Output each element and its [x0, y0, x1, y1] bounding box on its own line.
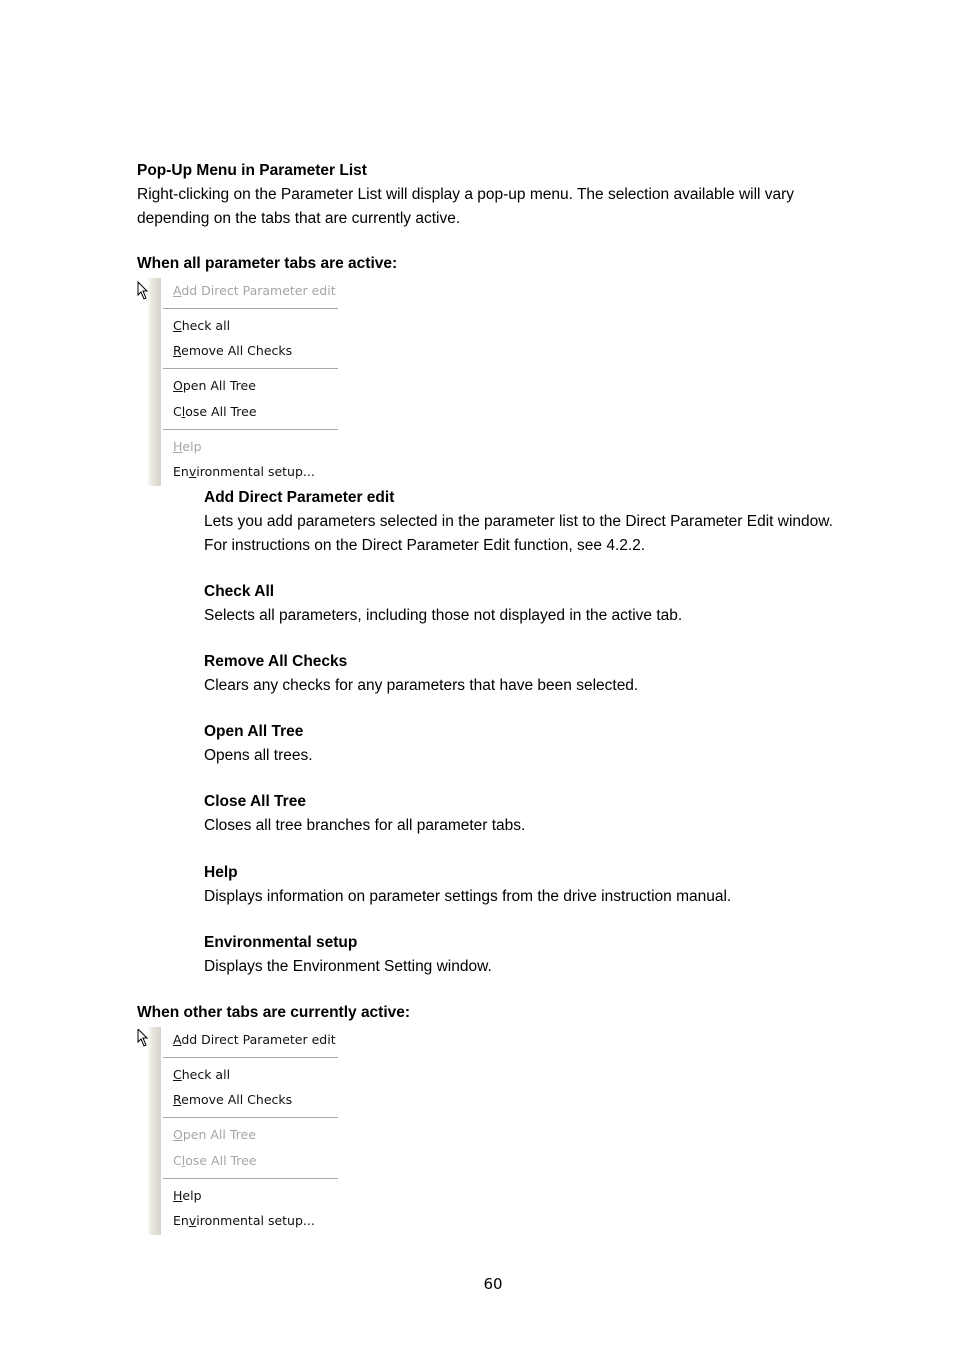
- menu-item-open-all-tree[interactable]: Open All Tree: [173, 1127, 256, 1142]
- menu-item-open-all-tree[interactable]: Open All Tree: [173, 378, 256, 393]
- desc-body-environmental-setup: Displays the Environment Setting window.: [204, 958, 492, 975]
- desc-title-add-direct-parameter-edit: Add Direct Parameter edit: [204, 489, 395, 506]
- desc-body-check-all: Selects all parameters, including those not displayed in the active tab.: [204, 607, 683, 624]
- menu2-heading: When other tabs are currently active:: [137, 1004, 411, 1021]
- menu-gutter: [147, 1027, 161, 1235]
- desc-body-open-all-tree: Opens all trees.: [204, 747, 313, 764]
- mouse-pointer-icon: [137, 280, 149, 304]
- menu-item-add-direct-parameter-edit[interactable]: Add Direct Parameter edit: [173, 283, 336, 298]
- desc-title-environmental-setup: Environmental setup: [204, 934, 358, 951]
- menu-gutter: [147, 278, 161, 486]
- menu-separator: [163, 1117, 338, 1119]
- menu-item-close-all-tree[interactable]: Close All Tree: [173, 404, 257, 419]
- menu-item-environmental-setup[interactable]: Environmental setup...: [173, 464, 315, 479]
- menu1-heading: When all parameter tabs are active:: [137, 255, 398, 272]
- section-intro: [137, 183, 897, 230]
- desc-line: For instructions on the Direct Parameter Edit function, see 4.2.2.: [204, 536, 646, 554]
- desc-body-help: Displays information on parameter settings from the drive instruction manual.: [204, 888, 732, 905]
- menu-item-remove-all-checks[interactable]: Remove All Checks: [173, 343, 293, 358]
- desc-title-help: Help: [204, 864, 238, 881]
- menu-separator: [163, 1178, 338, 1180]
- desc-title-close-all-tree: Close All Tree: [204, 793, 306, 810]
- desc-body-remove-all-checks: Clears any checks for any parameters that have been selected.: [204, 677, 639, 694]
- intro-line-2: depending on the tabs that are currently active.: [137, 209, 461, 227]
- menu-item-remove-all-checks[interactable]: Remove All Checks: [173, 1092, 293, 1107]
- popup-menu-all-tabs: [137, 278, 338, 486]
- desc-title-remove-all-checks: Remove All Checks: [204, 653, 348, 670]
- desc-title-open-all-tree: Open All Tree: [204, 723, 304, 740]
- desc-body-add-direct-parameter-edit: [204, 510, 864, 557]
- menu-separator: [163, 368, 338, 370]
- page-number: 60: [483, 1275, 503, 1293]
- menu-item-check-all[interactable]: Check all: [173, 1067, 231, 1082]
- popup-menu-other-tabs: [137, 1027, 338, 1235]
- desc-line: Lets you add parameters selected in the parameter list to the Direct Parameter Edit window.: [204, 513, 833, 530]
- menu-item-environmental-setup[interactable]: Environmental setup...: [173, 1213, 315, 1228]
- mouse-pointer-icon: [137, 1029, 149, 1053]
- menu-item-check-all[interactable]: Check all: [173, 318, 231, 333]
- menu-separator: [163, 308, 338, 310]
- menu-separator: [163, 1057, 338, 1059]
- section-title: Pop-Up Menu in Parameter List: [137, 162, 367, 179]
- menu-item-add-direct-parameter-edit[interactable]: Add Direct Parameter edit: [173, 1032, 336, 1047]
- menu-item-help[interactable]: Help: [173, 1188, 202, 1203]
- menu-item-help[interactable]: Help: [173, 439, 202, 454]
- desc-body-close-all-tree: Closes all tree branches for all parameter tabs.: [204, 817, 526, 834]
- intro-line-1: Right-clicking on the Parameter List will display a pop-up menu. The selection available will vary: [137, 186, 795, 203]
- menu-separator: [163, 429, 338, 431]
- menu-item-close-all-tree[interactable]: Close All Tree: [173, 1153, 257, 1168]
- desc-title-check-all: Check All: [204, 583, 275, 600]
